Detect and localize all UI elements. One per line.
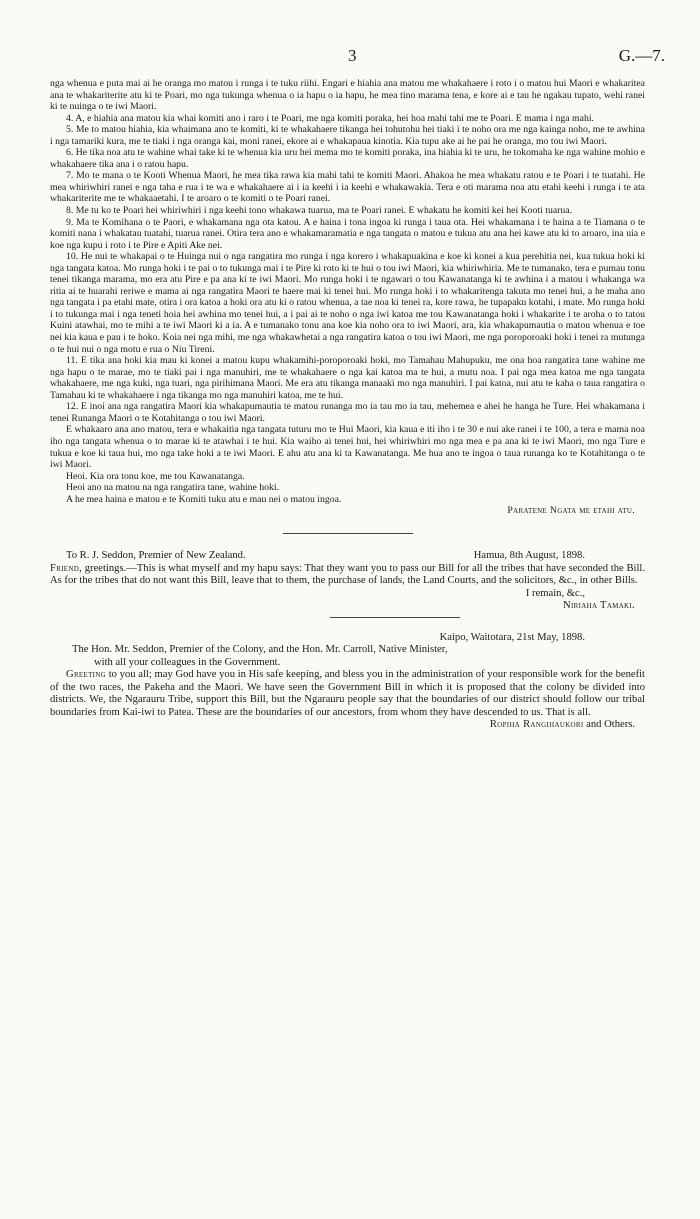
paragraph: E whakaaro ana ano matou, tera e whakaitia nga tangata tuturu mo te Hui Maori, kia kaua e iti iho i te 30 e nui ake ranei i te 100, a tera e mama noa iho nga tangata whenua o to marae ki te atawhai i te hui. Kia waiho ai tenei hui, hei whiriwhiri mo nga mea e pa ana ki te iwi Maori, mo nga Ture e tukua e koe ki taua hui, mo nga take hoki a te iwi Maori. E ahu atu ana ki ta Kawanatanga. Me hua ano te ingoa o taua runanga ko te Kotahitanga o te iwi Maori. — [50, 424, 645, 471]
paragraph: 6. He tika noa atu te wahine whai take ki te whenua kia uru hei mema mo te komiti poraka, ina hiahia ki te uru, he tokomaha ke nga wahine mohio e whakahaere tika ana i o ratou hapu. — [50, 147, 645, 170]
paragraph: 7. Mo te mana o te Kooti Whenua Maori, he mea tika rawa kia mahi tahi te komiti Maori. Ahakoa he mea whakatu ratou e te Poari i te tuatahi. He mea whiriwhiri ranei e nga taha e rua i te wa e whakahaere ai i ia keehi i ia keehi e whakawakia. Tera e oti marama noa atu etahi keehi i runga i te ata whakariterite me te whakaaetahi. I te aroaro o te komiti o te Poari ranei. — [50, 170, 645, 205]
letter-address: with all your colleagues in the Government. — [94, 656, 281, 668]
page-number: 3 — [348, 46, 357, 65]
paragraph: A he mea haina e matou e te Komiti tuku atu e mau nei o matou ingoa. — [66, 493, 342, 505]
maori-letter-body — [50, 78, 645, 505]
page-header — [50, 0, 665, 78]
letter-body: greetings.—This is what myself and my hapu says: That they want you to pass our Bill for all the tribes that have seconded the Bill. As for the tribes that do not want this Bill, leave that to them, the purchase of lands, the Land Courts, and the solicitors, &c., in other Bills. — [50, 562, 645, 587]
paragraph: 5. Me to matou hiahia, kia whaimana ano te komiti, ki te whakahaere tikanga hei tohutohu hei tiaki i te noho ora me nga kainga noho, me te awhina i nga tamariki kura, me te tiaki i nga oranga kai, moni ranei, ekore ai e whakapaua kinotia. Kia tupu ake ai he pai he oranga, mo tou iwi Maori. — [50, 124, 645, 147]
paragraph: Heoi. Kia ora tonu koe, me tou Kawanatanga. — [66, 470, 245, 482]
paragraph: nga whenua e puta mai ai he oranga mo matou i runga i te tuku riihi. Engari e hiahia ana matou me whakahaere i roto i o matou hui Maori e whakaritea ana te whakariterite atu ki te Poari, mo nga tukunga whenua o ia hapu o ia hapu, he mea tino marama tena, e kore ai e tau he ngakau tupato, wehi ranei ki te nuinga o te iwi Maori. — [50, 78, 645, 113]
paragraph: 4. A, e hiahia ana matou kia whai komiti ano i raro i te Poari, me nga komiti poraka, hei hoa mahi tahi me te Poari. E mama i nga mahi. — [66, 112, 594, 124]
letter-signature-suffix: and Others. — [583, 719, 635, 731]
letter-signature: Niriaha Tamaki. — [563, 600, 635, 612]
paragraph: Heoi ano na matou na nga rangatira tane, wahine hoki. — [66, 482, 280, 494]
document-reference: G.—7. — [618, 46, 665, 65]
letter-greeting: Greeting — [66, 669, 106, 681]
letter-signature: Ropiha Rangihaukori — [489, 719, 584, 731]
paragraph: 10. He nui te whakapai o te Huinga nui o nga rangatira mo runga i nga korero i whakapuakina e koe ki konei a kua perehitia nei, kua tukua hoki ki nga tangata katoa. Mo runga hoki i te pai o to tukunga mai i te Pire ki roto ki te hui o tou iwi Maori, kia whiriwhiria. Me te tumanako, tera e pumau tonu tenei tikanga marama, mo era atu Pire e pa ana ki te iwi Maori. Mo runga hoki i te ngawari o tou Kawanatanga ki te awhina i a matou i whakanga wa ritia ai te huarahi reriwe e mama ai nga rangatira Maori te haere mai ki tenei hui. Mo runga hoki i to whakaritenga takuta mo tenei hui, a he maha ano nga tangata i pa etahi mate, otira i ora katoa a hoki ora atu ki o ratou whenua, a tae noa ki tenei ra, kore rawa, he tupapaku kotahi, i mate. Mo runga hoki i to tukunga mai i nga teneti hoia hei awhina mo tenei hui, a i pai ai te noho o nga iwi katoa me tou Kawanatanga hoki i whakarite i te aroha o to tatou Kuini atawhai, mo te mihi a te iwi Maori ki a ia. A e tumanako tonu ana koe kia noho ora to iwi Maori, ara, kia whakapumautia o matou whenua e toe nei kia kaua e pau i te hoko. Koia nei nga mihi, me nga whakawhetai a nga rangatira katoa o tou iwi Maori, me nga poroporoaki hoki i tenei ra mutunga o te hui nui o nga motu e rua o Niu Tireni. — [50, 251, 645, 355]
letter-recipient: To R. J. Seddon, Premier of New Zealand. — [66, 550, 246, 562]
paragraph: 12. E inoi ana nga rangatira Maori kia whakapumautia te matou runanga mo ia tau mo ia tau, mehemea e ahei he hanga he Ture. Hei whakamana i tenei Runanga Maori o te Kotahitanga o tou iwi Maori. — [50, 401, 645, 424]
paragraph: 8. Me tu ko te Poari hei whiriwhiri i nga keehi tono whakawa tuarua, ma te Poari ranei. E whakatu he komiti kei hei Kooti tuarua. — [66, 205, 573, 217]
document-page — [50, 0, 665, 732]
paragraph: 9. Ma te Komihana o te Paori, e whakamana nga ota katou. A e haina i tona ingoa ki runga i taua ota. Hei whakamana i te haina a te Tiamana o te komiti nana i whakatau tuatahi, tuarua ranei. Otira tera ano e whakamaramatia e nga tangata o matou e tukua atu ana hei kawe atu ki to aroaro, ina uia e koe nga kupu i roto i te Pire e Apiti Ake nei. — [50, 216, 645, 251]
letter-address: The Hon. Mr. Seddon, Premier of the Colony, and the Hon. Mr. Carroll, Native Minister, — [72, 644, 448, 656]
letter-seddon-hamua — [50, 550, 645, 613]
letter-closing: I remain, &c., — [525, 587, 585, 599]
maori-signature: Paratene Ngata me etahi atu. — [507, 505, 635, 517]
paragraph: 11. E tika ana hoki kia mau ki konei a matou kupu whakamihi-poroporoaki hoki, mo Tamahau Mahupuku, me ona hoa rangatira tane wahine me nga hapu o te marae, mo te tiaki pai i nga manuhiri, me te whakahaere o nga kai katoa ma te hui, a mutu noa. I pai nga mea katoa me nga tangata whakahaere, me nga kuki, nga tuari, nga pirihimana Maori. Me era atu tikanga manaaki mo nga manuhiri. I pai katoa, nui atu te kaha o taua rangatira o Tamahau ki te whakahaere i nga tikanga mo nga manuhiri katoa, me te hui. — [50, 355, 645, 401]
letter-place-date: Hamua, 8th August, 1898. — [473, 550, 585, 562]
letter-place-date: Kaipo, Waitotara, 21st May, 1898. — [439, 631, 585, 643]
letter-body: to you all; may God have you in His safe keeping, and bless you in the administration of your responsible work for the benefit of the two races, the Pakeha and the Maori. We have seen the Government Bill in which it is proposed that the colony be divided into districts. We, the Ngarauru Tribe, support this Bill, but the Ngarauru people say that the boundaries of our district should follow our tribal boundaries from Kai-iwi to Patea. These are the boundaries of our ancestors, from whom they have descended to us. That is all. — [50, 669, 645, 718]
letter-greeting: Friend, — [50, 562, 83, 574]
letter-seddon-kaipo — [50, 632, 645, 732]
